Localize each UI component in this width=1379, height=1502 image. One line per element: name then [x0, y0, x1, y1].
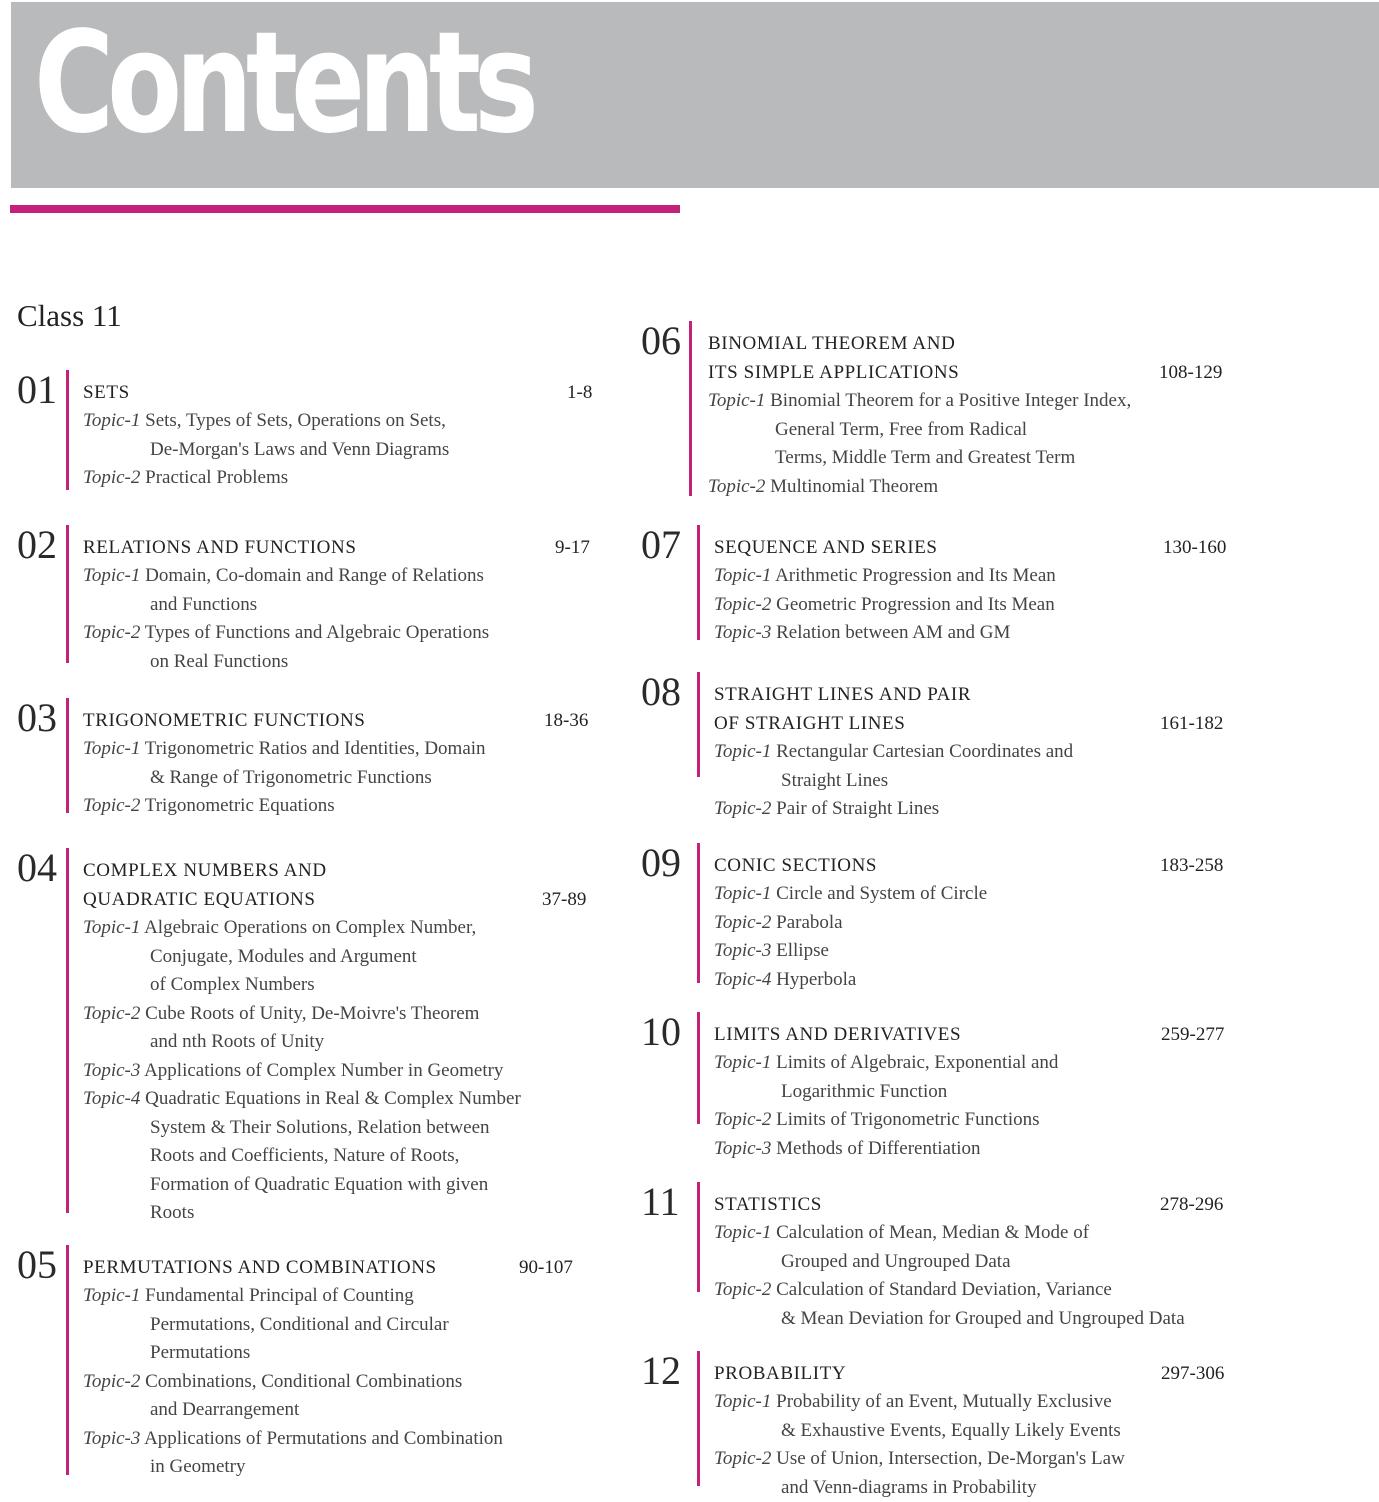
topic-label: Topic-1 [83, 738, 140, 759]
topic-text: Quadratic Equations in Real & Complex Number [145, 1088, 521, 1109]
chapter-accent-bar [689, 321, 692, 496]
chapter-number: 08 [641, 672, 681, 712]
topic-label: Topic-1 [714, 1052, 771, 1073]
chapter-number: 12 [641, 1351, 681, 1391]
topic-line [83, 1339, 503, 1368]
chapter-title[interactable]: OF STRAIGHT LINES [714, 709, 1073, 738]
topic-line [83, 1057, 521, 1086]
topic-line [714, 795, 1073, 824]
chapter-number: 07 [641, 525, 681, 565]
topic-line [83, 562, 489, 591]
topic-text: of Complex Numbers [150, 974, 315, 995]
chapter-pages: 108-129 [1159, 358, 1222, 387]
topic-text: General Term, Free from Radical [775, 419, 1027, 440]
chapter-number: 09 [641, 843, 681, 883]
topic-text: Types of Functions and Algebraic Operations [145, 622, 489, 643]
topic-label: Topic-2 [714, 798, 771, 819]
topic-text: Use of Union, Intersection, De-Morgan's Law [776, 1448, 1125, 1469]
topic-line [714, 767, 1073, 796]
chapter-title[interactable]: STATISTICS [714, 1190, 1185, 1219]
topic-text: Straight Lines [781, 770, 888, 791]
topic-line [714, 1305, 1185, 1334]
chapter-title[interactable]: CONIC SECTIONS [714, 851, 987, 880]
topic-label: Topic-1 [714, 883, 771, 904]
topic-line [714, 619, 1056, 648]
topic-line [708, 444, 1131, 473]
topic-line [83, 1085, 521, 1114]
topic-text: Roots [150, 1202, 194, 1223]
topic-text: Circle and System of Circle [776, 883, 987, 904]
topic-label: Topic-1 [714, 565, 771, 586]
topic-text: Permutations, Conditional and Circular [150, 1314, 449, 1335]
topic-label: Topic-3 [83, 1428, 140, 1449]
topic-line [714, 1445, 1125, 1474]
chapter-accent-bar [66, 1245, 69, 1475]
chapter-accent-bar [66, 848, 69, 1213]
chapter-body [83, 378, 449, 493]
chapter-accent-bar [66, 698, 69, 813]
topic-text: Algebraic Operations on Complex Number, [144, 917, 476, 938]
topic-line [83, 436, 449, 465]
topic-line [714, 937, 987, 966]
topic-line [714, 1219, 1185, 1248]
topic-label: Topic-2 [83, 622, 140, 643]
topic-label: Topic-1 [714, 1222, 771, 1243]
topic-line [714, 1276, 1185, 1305]
topic-text: Geometric Progression and Its Mean [776, 594, 1055, 615]
topic-text: Logarithmic Function [781, 1081, 947, 1102]
chapter-title[interactable]: STRAIGHT LINES AND PAIR [714, 680, 1073, 709]
topic-label: Topic-2 [708, 476, 765, 497]
topic-label: Topic-2 [714, 912, 771, 933]
chapter-body [714, 680, 1073, 824]
topic-text: Arithmetic Progression and Its Mean [775, 565, 1056, 586]
topic-text: Pair of Straight Lines [776, 798, 939, 819]
topic-line [83, 648, 489, 677]
chapter-body [708, 329, 1131, 501]
topic-line [714, 1049, 1058, 1078]
topic-line [714, 880, 987, 909]
topic-label: Topic-2 [83, 1371, 140, 1392]
topic-label: Topic-2 [714, 1109, 771, 1130]
topic-text: & Range of Trigonometric Functions [150, 767, 432, 788]
chapter-number: 05 [17, 1245, 57, 1285]
chapter-pages: 37-89 [542, 885, 586, 914]
topic-label: Topic-2 [83, 1003, 140, 1024]
chapter-title[interactable]: ITS SIMPLE APPLICATIONS [708, 358, 1131, 387]
chapter-pages: 259-277 [1161, 1020, 1224, 1049]
chapter-title[interactable]: TRIGONOMETRIC FUNCTIONS [83, 706, 486, 735]
chapter-accent-bar [697, 1351, 700, 1486]
topic-text: Formation of Quadratic Equation with given [150, 1174, 488, 1195]
chapter-accent-bar [66, 370, 69, 490]
topic-line [714, 1248, 1185, 1277]
topic-text: Practical Problems [145, 467, 288, 488]
topic-text: Rectangular Cartesian Coordinates and [776, 741, 1073, 762]
topic-text: Terms, Middle Term and Greatest Term [775, 447, 1075, 468]
topic-line [83, 792, 486, 821]
chapter-title[interactable]: RELATIONS AND FUNCTIONS [83, 533, 489, 562]
topic-text: Combinations, Conditional Combinations [145, 1371, 462, 1392]
chapter-number: 03 [17, 698, 57, 738]
chapter-title[interactable]: LIMITS AND DERIVATIVES [714, 1020, 1058, 1049]
chapter-pages: 1-8 [567, 378, 592, 407]
topic-text: Multinomial Theorem [770, 476, 938, 497]
topic-line [714, 966, 987, 995]
chapter-accent-bar [697, 1012, 700, 1124]
chapter-title[interactable]: PROBABILITY [714, 1359, 1125, 1388]
topic-line [714, 1078, 1058, 1107]
topic-line [83, 1311, 503, 1340]
topic-line [708, 416, 1131, 445]
topic-label: Topic-1 [83, 917, 140, 938]
topic-label: Topic-1 [714, 741, 771, 762]
topic-line [708, 473, 1131, 502]
topic-line [83, 591, 489, 620]
topic-text: De-Morgan's Laws and Venn Diagrams [150, 439, 449, 460]
chapter-accent-bar [697, 525, 700, 640]
topic-line [714, 738, 1073, 767]
topic-text: Binomial Theorem for a Positive Integer Index, [770, 390, 1131, 411]
topic-label: Topic-2 [83, 467, 140, 488]
chapter-pages: 9-17 [555, 533, 590, 562]
topic-label: Topic-1 [83, 410, 140, 431]
topic-text: Calculation of Standard Deviation, Variance [776, 1279, 1112, 1300]
chapter-body [714, 1190, 1185, 1333]
topic-text: on Real Functions [150, 651, 288, 672]
topic-text: Permutations [150, 1342, 250, 1363]
topic-text: Limits of Algebraic, Exponential and [776, 1052, 1058, 1073]
topic-line [714, 1417, 1125, 1446]
topic-text: Domain, Co-domain and Range of Relations [145, 565, 484, 586]
topic-label: Topic-2 [714, 1448, 771, 1469]
topic-line [714, 1474, 1125, 1502]
topic-label: Topic-2 [714, 1279, 771, 1300]
chapter-pages: 90-107 [519, 1253, 573, 1282]
chapter-accent-bar [66, 525, 69, 663]
topic-line [714, 562, 1056, 591]
chapter-body [83, 706, 486, 821]
topic-text: Roots and Coefficients, Nature of Roots, [150, 1145, 459, 1166]
topic-line [83, 914, 521, 943]
chapter-pages: 130-160 [1163, 533, 1226, 562]
topic-line [83, 1142, 521, 1171]
topic-line [83, 1171, 521, 1200]
topic-label: Topic-3 [714, 1138, 771, 1159]
topic-text: Trigonometric Ratios and Identities, Domain [145, 738, 486, 759]
topic-line [83, 1368, 503, 1397]
topic-line [714, 1106, 1058, 1135]
section-heading: Class 11 [17, 298, 122, 334]
chapter-body [83, 533, 489, 676]
topic-text: Sets, Types of Sets, Operations on Sets, [145, 410, 446, 431]
topic-label: Topic-1 [83, 565, 140, 586]
topic-label: Topic-3 [714, 622, 771, 643]
topic-label: Topic-2 [714, 594, 771, 615]
topic-text: and Functions [150, 594, 257, 615]
topic-line [714, 1135, 1058, 1164]
topic-text: Relation between AM and GM [776, 622, 1010, 643]
page-title: Contents [34, 14, 532, 154]
topic-text: and nth Roots of Unity [150, 1031, 324, 1052]
chapter-number: 01 [17, 370, 57, 410]
topic-label: Topic-1 [708, 390, 765, 411]
topic-text: Limits of Trigonometric Functions [776, 1109, 1039, 1130]
topic-label: Topic-3 [714, 940, 771, 961]
topic-text: & Mean Deviation for Grouped and Ungrouped Data [781, 1308, 1185, 1329]
accent-rule [10, 205, 680, 213]
topic-line [83, 971, 521, 1000]
chapter-number: 11 [641, 1182, 680, 1222]
chapter-title[interactable]: SETS [83, 378, 449, 407]
topic-line [83, 943, 521, 972]
topic-line [714, 591, 1056, 620]
chapter-title[interactable]: BINOMIAL THEOREM AND [708, 329, 1131, 358]
chapter-body [714, 851, 987, 994]
chapter-pages: 278-296 [1160, 1190, 1223, 1219]
topic-text: Hyperbola [776, 969, 856, 990]
topic-text: Probability of an Event, Mutually Exclusive [776, 1391, 1112, 1412]
chapter-accent-bar [697, 672, 700, 777]
topic-text: Trigonometric Equations [145, 795, 335, 816]
topic-line [83, 1396, 503, 1425]
topic-line [714, 909, 987, 938]
topic-text: Calculation of Mean, Median & Mode of [776, 1222, 1089, 1243]
topic-text: Parabola [776, 912, 842, 933]
chapter-number: 04 [17, 848, 57, 888]
topic-text: Applications of Permutations and Combination [144, 1428, 503, 1449]
topic-text: and Dearrangement [150, 1399, 299, 1420]
topic-line [83, 1028, 521, 1057]
topic-label: Topic-2 [83, 795, 140, 816]
topic-line [83, 619, 489, 648]
topic-label: Topic-4 [714, 969, 771, 990]
topic-text: Conjugate, Modules and Argument [150, 946, 417, 967]
topic-line [714, 1388, 1125, 1417]
chapter-body [714, 1359, 1125, 1502]
chapter-body [714, 533, 1056, 648]
chapter-number: 02 [17, 525, 57, 565]
topic-label: Topic-4 [83, 1088, 140, 1109]
topic-label: Topic-1 [83, 1285, 140, 1306]
chapter-accent-bar [697, 1182, 700, 1292]
topic-text: & Exhaustive Events, Equally Likely Events [781, 1420, 1121, 1441]
topic-text: Cube Roots of Unity, De-Moivre's Theorem [145, 1003, 479, 1024]
topic-text: Fundamental Principal of Counting [145, 1285, 414, 1306]
topic-text: in Geometry [150, 1456, 246, 1477]
chapter-number: 06 [641, 321, 681, 361]
chapter-pages: 18-36 [544, 706, 588, 735]
topic-label: Topic-1 [714, 1391, 771, 1412]
chapter-number: 10 [641, 1012, 681, 1052]
topic-line [83, 735, 486, 764]
topic-line [83, 1425, 503, 1454]
topic-text: Methods of Differentiation [776, 1138, 980, 1159]
topic-line [83, 1282, 503, 1311]
chapter-title[interactable]: COMPLEX NUMBERS AND [83, 856, 521, 885]
chapter-accent-bar [697, 843, 700, 983]
topic-line [83, 464, 449, 493]
topic-text: Applications of Complex Number in Geometry [144, 1060, 503, 1081]
topic-text: Ellipse [776, 940, 829, 961]
topic-line [83, 764, 486, 793]
topic-line [83, 1453, 503, 1482]
topic-label: Topic-3 [83, 1060, 140, 1081]
chapter-title[interactable]: PERMUTATIONS AND COMBINATIONS [83, 1253, 503, 1282]
topic-line [83, 1199, 521, 1228]
topic-line [83, 407, 449, 436]
topic-line [708, 387, 1131, 416]
topic-text: and Venn-diagrams in Probability [781, 1477, 1037, 1498]
chapter-title[interactable]: SEQUENCE AND SERIES [714, 533, 1056, 562]
topic-text: System & Their Solutions, Relation between [150, 1117, 490, 1138]
topic-text: Grouped and Ungrouped Data [781, 1251, 1011, 1272]
chapter-pages: 183-258 [1160, 851, 1223, 880]
chapter-title[interactable]: QUADRATIC EQUATIONS [83, 885, 521, 914]
chapter-body [83, 1253, 503, 1482]
topic-line [83, 1114, 521, 1143]
chapter-body [83, 856, 521, 1228]
chapter-pages: 161-182 [1160, 709, 1223, 738]
chapter-pages: 297-306 [1161, 1359, 1224, 1388]
chapter-body [714, 1020, 1058, 1163]
topic-line [83, 1000, 521, 1029]
